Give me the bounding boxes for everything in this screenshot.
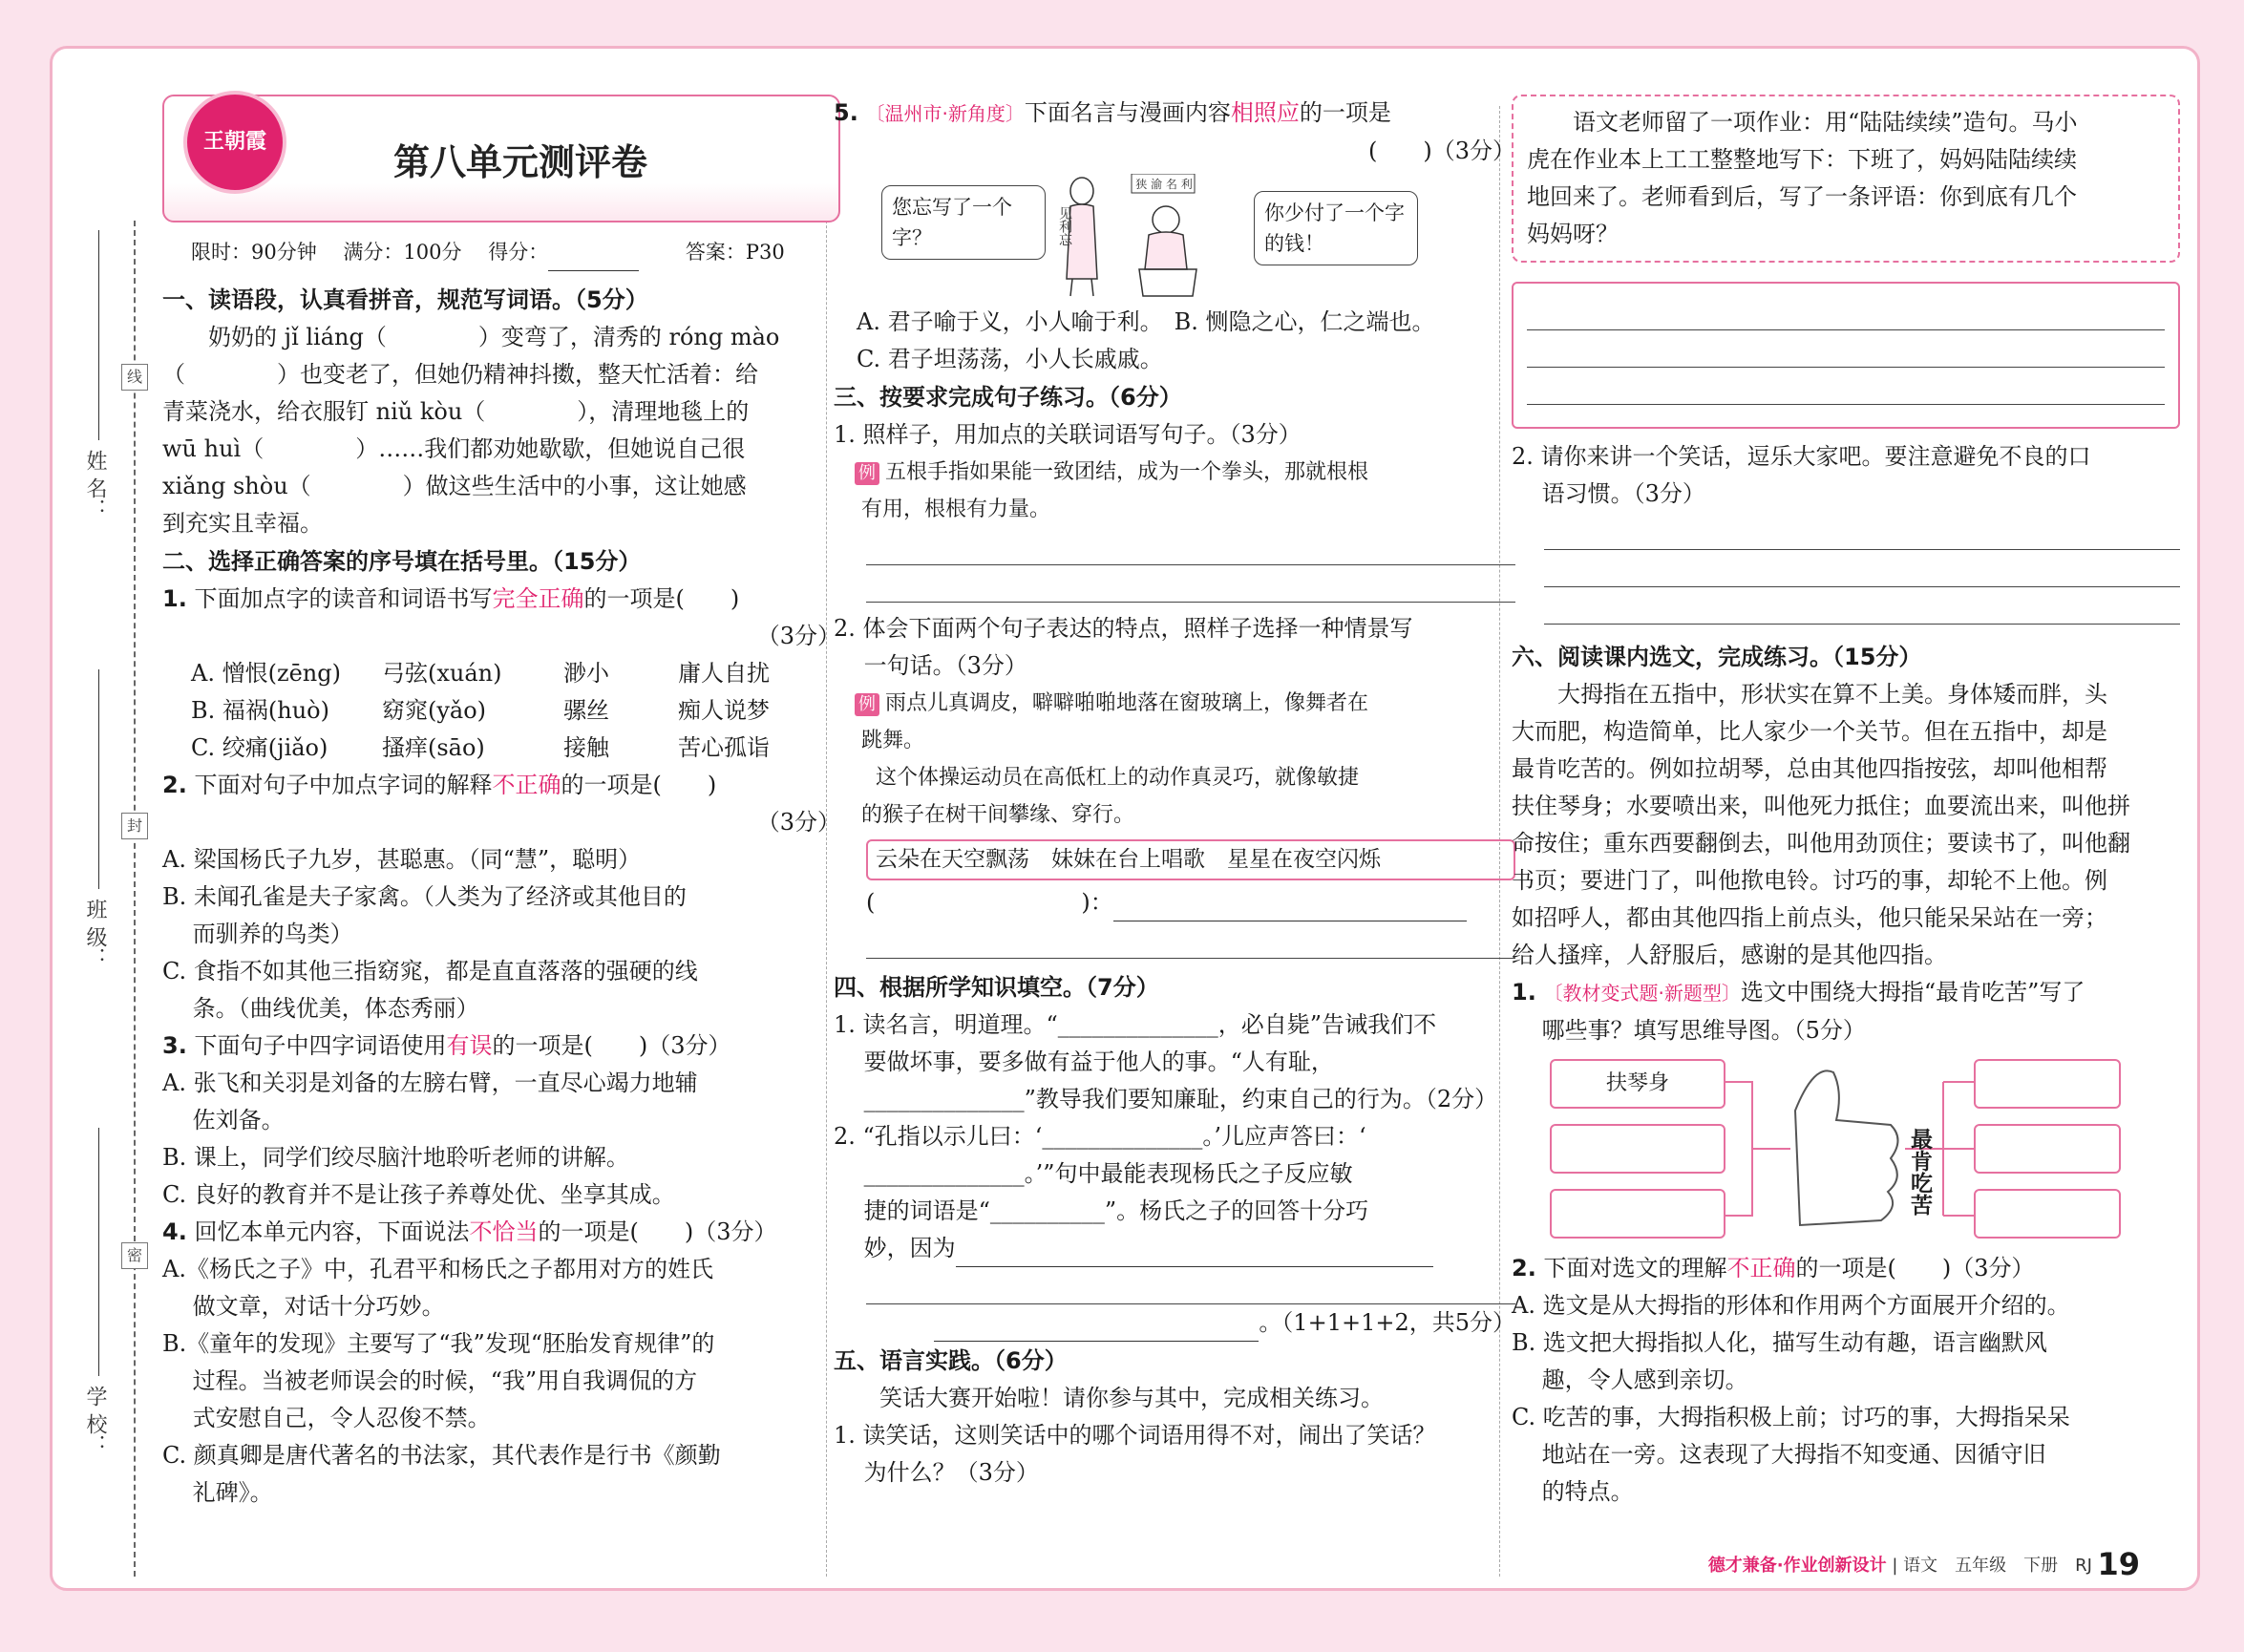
question-2-5-options [834, 304, 1515, 341]
comic-figures [1044, 174, 1235, 298]
option-line: 地站在一旁。这表现了大拇指不知变通、因循守旧 [1512, 1441, 2046, 1468]
question-2-2-options [162, 841, 840, 1027]
speech-bubble-right: 你少付了一个字的钱！ [1254, 191, 1418, 265]
answer-line[interactable] [1544, 513, 2180, 550]
cut-mark-close: 密 [121, 1242, 148, 1269]
question-5-2: 2. 请你来讲一个笑话，逗乐大家吧。要注意避免不良的口 [1512, 443, 2091, 470]
example-text: 的猴子在树干间攀缘、穿行。 [861, 803, 1135, 827]
question-text: 妙，因为 [834, 1235, 956, 1261]
question-number: 2. [162, 772, 187, 798]
passage-line: 书页；要进门了，叫他揿电铃。讨巧的事，却轮不上他。例 [1512, 867, 2107, 894]
option-line: 式安慰自己，令人忍俊不禁。 [162, 1405, 491, 1431]
mind-map-node-3[interactable] [1550, 1189, 1725, 1239]
option-cell: 苦心孤诣 [678, 734, 770, 761]
keyword-highlight: 不恰当 [469, 1218, 539, 1245]
question-5-1: 1. 读笑话，这则笑话中的哪个词语用得不对，闹出了笑话？ [834, 1422, 1436, 1449]
column-1 [162, 95, 840, 1512]
school-label: 学 校： [83, 1386, 107, 1455]
question-4-1[interactable]: 1. 读名言，明道理。“______________，必自毙”告诫我们不 [834, 1011, 1437, 1038]
option-line: 的特点。 [1512, 1478, 1634, 1505]
option-line: C. 食指不如其他三指窈窕，都是直直落落的强硬的线 [162, 958, 698, 985]
answer-blank[interactable]: 的一项是( )（3分） [492, 1032, 731, 1059]
answer-blank[interactable]: 的一项是( )（3分） [1795, 1255, 2035, 1281]
answer-line[interactable] [934, 1316, 1259, 1342]
example-2-line4 [834, 796, 1515, 834]
question-2-3-options [162, 1065, 840, 1214]
question-4-2[interactable]: 2. “孔指以示儿曰：‘______________。’儿应声答曰：‘ [834, 1123, 1366, 1150]
option-cell: 渺小 [563, 660, 609, 687]
passage-line: 扶住琴身；水要喷出来，叫他死力抵住；血要流出来，叫他拼 [1512, 793, 2130, 819]
keyword-highlight: 不正确 [1726, 1255, 1796, 1281]
option-line: 而驯养的鸟类） [162, 921, 353, 947]
scenario-option[interactable]: 星星在夜空闪烁 [1227, 847, 1381, 872]
question-5-2-cont: 语习惯。（3分） [1512, 480, 1705, 507]
section-5-intro: 笑话大赛开始啦！请你参与其中，完成相关练习。 [834, 1385, 1384, 1411]
footer-meta: | 语文 五年级 下册 RJ [1892, 1556, 2092, 1576]
cut-mark-line: 线 [121, 364, 148, 391]
question-6-2-options [1512, 1287, 2180, 1511]
question-6-2 [1512, 1250, 2180, 1287]
joke-line: 地回来了。老师看到后，写了一条评语：你到底有几个 [1527, 183, 2077, 210]
section-5-heading: 五、语言实践。（6分） [834, 1347, 1068, 1374]
score-note: 。（1+1+1+2，共5分） [1259, 1309, 1515, 1336]
option-row [162, 692, 840, 730]
footer [1708, 1552, 2092, 1577]
question-4-2-cont3 [834, 1230, 1515, 1267]
section-1-heading: 一、读语段，认真看拼音，规范写词语。（5分） [162, 286, 648, 313]
speech-bubble-left: 您忘写了一个字？ [881, 185, 1046, 260]
passage-line: 青菜浇水，给衣服钉 niǔ kòu（ ），清理地毯上的 [162, 398, 750, 425]
option-cell: 接触 [563, 734, 609, 761]
option-c [834, 341, 1515, 378]
cut-line [134, 221, 136, 1577]
question-text: 下面加点字的读音和词语书写 [194, 585, 493, 612]
joke-line: 语文老师留了一项作业：用“陆陆续续”造句。马小 [1527, 109, 2078, 136]
option-cell: 弓弦(xuán) [382, 660, 502, 687]
question-4-2-cont[interactable]: ______________。’”句中最能表现杨氏之子反应敏 [834, 1160, 1353, 1187]
option-cell: 窈窕(yǎo) [382, 697, 487, 724]
question-number: 3. [162, 1032, 187, 1059]
time-limit: 限时：90分钟 [191, 241, 317, 264]
option-cell: C. 绞痛(jiǎo) [191, 734, 328, 761]
joke-line: 虎在作业本上工工整整地写下：下班了，妈妈陆陆续续 [1527, 146, 2077, 173]
answer-line[interactable] [1544, 550, 2180, 587]
question-text: 下面句子中四字词语使用 [194, 1032, 447, 1059]
section-3-heading: 三、按要求完成句子练习。（6分） [834, 384, 1182, 411]
keyword-highlight: 不正确 [492, 772, 561, 798]
question-3-2-cont: 一句话。（3分） [834, 652, 1027, 679]
scenario-option[interactable]: 云朵在天空飘荡 [876, 847, 1029, 872]
question-4-1-cont: 要做坏事，要多做有益于他人的事。“人有耻， [834, 1048, 1334, 1075]
passage-line: 命按住；重东西要翻倒去，叫他用劲顶住；要读书了，叫他翻 [1512, 830, 2130, 857]
passage-line: 大而肥，构造简单，比人家少一个关节。但在五指中，却是 [1512, 718, 2107, 745]
option-b: B. 恻隐之心，仁之端也。 [1174, 308, 1435, 335]
name-label: 姓 名： [83, 450, 107, 519]
passage-line: 最肯吃苦的。例如拉胡琴，总由其他四指按弦，却叫他相帮 [1512, 755, 2107, 782]
example-2 [834, 685, 1515, 722]
option-line: A. 选文是从大拇指的形体和作用两个方面展开介绍的。 [1512, 1292, 2070, 1319]
column-2 [834, 95, 1515, 1492]
answer-blank[interactable]: 的一项是( )（3分） [538, 1218, 777, 1245]
example-label: 例 [855, 462, 879, 485]
mind-map-node-6[interactable] [1974, 1189, 2121, 1239]
scenario-answer [866, 884, 1515, 921]
answer-line[interactable] [1113, 896, 1467, 921]
option-line: 佐刘备。 [162, 1107, 285, 1133]
option-line: C. 颜真卿是唐代著名的书法家，其代表作是行书《颜勤 [162, 1442, 721, 1469]
scenario-option[interactable]: 妹妹在台上唱歌 [1051, 847, 1205, 872]
writing-box [1512, 282, 2180, 429]
mind-map-node-4[interactable] [1974, 1059, 2121, 1109]
shop-sign: 狭 渝 名 利 [1135, 178, 1193, 191]
question-2-4 [162, 1214, 840, 1251]
keyword-highlight: 完全正确 [492, 585, 584, 612]
answer-blank[interactable]: ( )（3分） [1368, 138, 1515, 164]
answer-line[interactable] [866, 565, 1515, 603]
option-cell: B. 福祸(huò) [191, 697, 329, 724]
source-tag: 〔教材变式题·新题型〕 [1543, 982, 1741, 1005]
passage-line: wū huì（ ）……我们都劝她歇歇，但她说自己很 [162, 435, 746, 462]
mind-map-node-5[interactable] [1974, 1124, 2121, 1174]
option-line: B. 未闻孔雀是夫子家禽。（人类为了经济或其他目的 [162, 883, 687, 910]
question-2-5 [834, 95, 1515, 133]
option-cell: 痴人说梦 [678, 697, 770, 724]
question-text: 的一项是 [1299, 99, 1391, 126]
question-number: 1. [1512, 979, 1536, 1006]
example-2-line3: 这个体操运动员在高低杠上的动作真灵巧，就像敏捷 [834, 766, 1360, 790]
question-2-1 [162, 581, 840, 618]
answer-line[interactable] [866, 528, 1515, 565]
question-text: 下面对句子中加点字词的解释 [194, 772, 493, 798]
school-field[interactable] [98, 1128, 99, 1376]
answer-line[interactable] [956, 1241, 1433, 1267]
option-line: 过程。当被老师误会的时候，“我”用自我调侃的方 [162, 1367, 698, 1394]
logo-text: 王朝霞 [202, 129, 266, 154]
option-row [162, 730, 840, 767]
thumb-label: 最肯吃苦 [1907, 1128, 1933, 1216]
score-label: 得分： [488, 241, 549, 264]
section-1-passage [162, 319, 840, 542]
option-line: A. 梁国杨氏子九岁，甚聪惠。（同“慧”，聪明） [162, 846, 642, 873]
question-score: （3分） [756, 623, 840, 649]
answer-line[interactable] [1527, 368, 2165, 405]
option-line: 条。（曲线优美，体态秀丽） [162, 995, 479, 1022]
cut-mark-seal: 封 [121, 813, 148, 839]
reading-passage [1512, 676, 2180, 974]
comic-illustration [834, 174, 1515, 298]
scenario-choice-blank[interactable]: ( )： [866, 889, 1113, 916]
option-line: A.《杨氏之子》中，孔君平和杨氏之子都用对方的姓氏 [162, 1256, 713, 1282]
joke-text [1527, 104, 2165, 253]
option-cell: A. 憎恨(zēng) [191, 660, 341, 687]
page-number: 19 [2097, 1546, 2140, 1582]
question-5-1-cont: 为什么？（3分） [834, 1459, 1039, 1486]
example-text: 有用，根根有力量。 [861, 498, 1051, 521]
class-field[interactable] [98, 669, 99, 889]
keyword-highlight: 有误 [446, 1032, 493, 1059]
option-a: A. 君子喻于义，小人喻于利。 [857, 308, 1152, 335]
option-cell: 骡丝 [563, 697, 609, 724]
question-text: 选文中围绕大拇指“最肯吃苦”写了 [1740, 979, 2085, 1006]
question-text: 下面名言与漫画内容 [1024, 99, 1231, 126]
mind-map [1512, 1053, 2180, 1244]
answer-line[interactable] [1527, 293, 2165, 330]
class-label: 班 级： [83, 899, 107, 968]
question-3-1: 1. 照样子，用加点的关联词语写句子。（3分） [834, 421, 1302, 448]
option-line: A. 张飞和关羽是刘备的左膀右臂，一直尽心竭力地辅 [162, 1070, 698, 1096]
example-text: 跳舞。 [861, 729, 925, 752]
example-1-cont [834, 491, 1515, 528]
question-4-2-cont2[interactable]: 捷的词语是“__________”。杨氏之子的回答十分巧 [834, 1197, 1369, 1224]
question-text: 回忆本单元内容，下面说法 [194, 1218, 470, 1245]
option-c-text: C. 君子坦荡荡，小人长戚戚。 [857, 346, 1163, 372]
question-number: 1. [162, 585, 187, 612]
option-line: C. 吃苦的事，大拇指积极上前；讨巧的事，大拇指呆呆 [1512, 1404, 2070, 1430]
name-field[interactable] [98, 230, 99, 440]
question-number: 5. [834, 99, 858, 126]
mind-map-node-1: 扶琴身 [1550, 1059, 1725, 1109]
section-2-heading: 二、选择正确答案的序号填在括号里。（15分） [162, 548, 642, 575]
question-6-1-cont: 哪些事？填写思维导图。（5分） [1512, 1017, 1866, 1044]
option-line: B. 课上，同学们绞尽脑汁地聆听老师的讲解。 [162, 1144, 629, 1171]
question-4-2-score [834, 1304, 1515, 1342]
full-score: 满分：100分 [343, 241, 462, 264]
answer-line[interactable] [866, 921, 1515, 959]
question-number: 4. [162, 1218, 187, 1245]
section-6-heading: 六、阅读课内选文，完成练习。（15分） [1512, 644, 1922, 670]
example-text: 五根手指如果能一致团结，成为一个拳头，那就根根 [885, 460, 1369, 484]
passage-line: xiǎng shòu（ ）做这些生活中的小事，这让她感 [162, 473, 747, 499]
page-frame [50, 46, 2200, 1591]
scroll-text: 见利忘 [1057, 206, 1072, 246]
column-3 [1512, 95, 2180, 1511]
option-line: C. 良好的教育并不是让孩子养尊处优、坐享其成。 [162, 1181, 675, 1208]
question-6-1 [1512, 974, 2180, 1012]
keyword-highlight: 相照应 [1230, 99, 1300, 126]
question-score: （3分） [756, 809, 840, 836]
score-field[interactable] [548, 245, 639, 271]
answer-blank[interactable]: 的一项是( ) [561, 772, 717, 798]
answer-blank[interactable]: 的一项是( ) [583, 585, 740, 612]
exam-info [162, 234, 840, 271]
page-title: 第八单元测评卷 [393, 141, 648, 183]
question-2-3 [162, 1027, 840, 1065]
option-line: 礼碑》。 [162, 1479, 273, 1506]
footer-brand: 德才兼备·作业创新设计 [1707, 1556, 1887, 1576]
answer-line[interactable] [1527, 330, 2165, 368]
passage-line: （ ）也变老了，但她仍精神抖擞，整天忙活着：给 [162, 361, 758, 388]
answer-line[interactable] [1544, 587, 2180, 625]
source-tag: 〔温州市·新角度〕 [865, 102, 1025, 125]
option-cell: 搔痒(sāo) [382, 734, 485, 761]
answer-line[interactable] [866, 1267, 1515, 1304]
option-line: B. 选文把大拇指拟人化，描写生动有趣，语言幽默风 [1512, 1329, 2047, 1356]
passage-line: 大拇指在五指中，形状实在算不上美。身体矮而胖，头 [1512, 681, 2107, 708]
question-text: 下面对选文的理解 [1543, 1255, 1727, 1281]
joke-line: 妈妈呀？ [1527, 221, 1619, 247]
option-row [162, 655, 840, 692]
question-number: 2. [1512, 1255, 1536, 1281]
example-label: 例 [855, 693, 879, 716]
scenario-box [866, 839, 1515, 880]
option-cell: 庸人自扰 [678, 660, 770, 687]
passage-line: 给人搔痒，人舒服后，感谢的是其他四指。 [1512, 942, 1947, 968]
mind-map-node-2[interactable] [1550, 1124, 1725, 1174]
question-2-2 [162, 767, 840, 804]
binding-sidebar [53, 49, 148, 1588]
passage-line: 奶奶的 jǐ liáng（ ）变弯了，清秀的 róng mào [162, 324, 780, 350]
option-line: 做文章，对话十分巧妙。 [162, 1293, 445, 1320]
example-2-cont [834, 722, 1515, 759]
title-box [162, 95, 840, 222]
question-4-1-cont2[interactable]: ______________”教导我们要知廉耻，约束自己的行为。（2分） [834, 1086, 1498, 1112]
passage-line: 到充实且幸福。 [162, 510, 323, 537]
question-2-1-options [162, 655, 840, 767]
brand-logo [183, 91, 286, 194]
question-3-2: 2. 体会下面两个句子表达的特点，照样子选择一种情景写 [834, 615, 1413, 642]
example-text: 雨点儿真调皮，噼噼啪啪地落在窗玻璃上，像舞者在 [885, 691, 1369, 715]
option-line: B.《童年的发现》主要写了“我”发现“胚胎发育规律”的 [162, 1330, 715, 1357]
section-4-heading: 四、根据所学知识填空。（7分） [834, 974, 1159, 1001]
answer-page: 答案：P30 [685, 241, 785, 264]
question-2-4-options [162, 1251, 840, 1512]
joke-box [1512, 95, 2180, 263]
example-1 [834, 454, 1515, 491]
option-line: 趣，令人感到亲切。 [1512, 1366, 1748, 1393]
passage-line: 如招呼人，都由其他四指上前点头，他只能呆呆站在一旁； [1512, 904, 2107, 931]
